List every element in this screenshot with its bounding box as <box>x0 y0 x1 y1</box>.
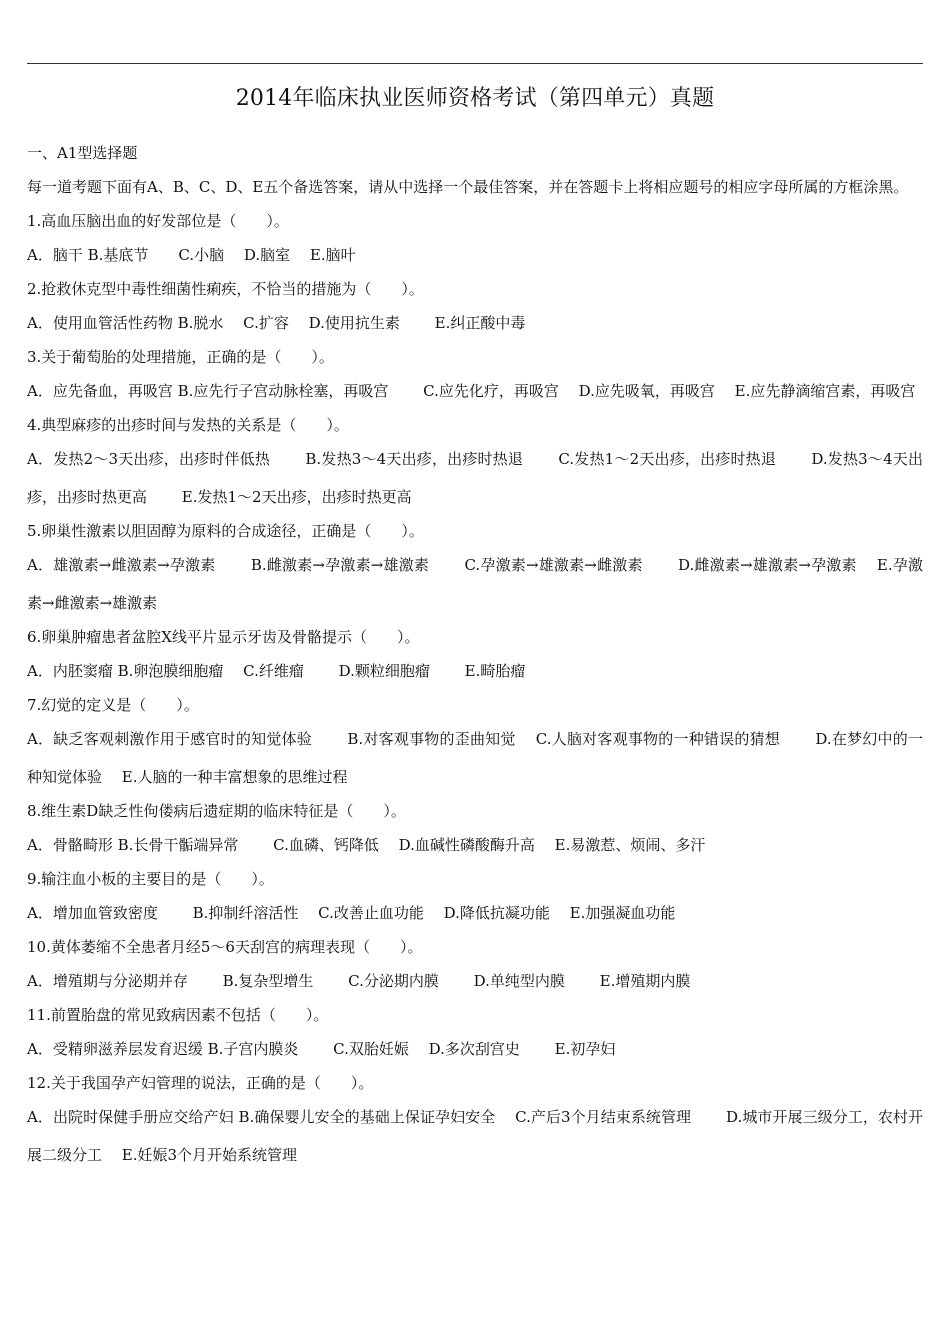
question-stem: 12.关于我国孕产妇管理的说法，正确的是（ ）。 <box>27 1074 374 1092</box>
question-options: A．受精卵滋养层发育迟缓 B.子宫内膜炎 C.双胎妊娠 D.多次刮宫史 E.初孕妇 <box>27 1040 616 1058</box>
question-options: A．脑干 B.基底节 C.小脑 D.脑室 E.脑叶 <box>27 246 356 264</box>
question-7 <box>27 688 923 796</box>
question-stem: 3.关于葡萄胎的处理措施，正确的是（ ）。 <box>27 348 334 366</box>
question-options: A．增加血管致密度 B.抑制纤溶活性 C.改善止血功能 D.降低抗凝功能 E.加强凝血功能 <box>27 904 676 922</box>
question-stem: 2.抢救休克型中毒性细菌性痢疾，不恰当的措施为（ ）。 <box>27 280 424 298</box>
exam-content <box>27 136 923 1172</box>
question-options: A．增殖期与分泌期并存 B.复杂型增生 C.分泌期内膜 D.单纯型内膜 E.增殖期内膜 <box>27 972 691 990</box>
question-stem: 11.前置胎盘的常见致病因素不包括（ ）。 <box>27 1006 329 1024</box>
question-stem: 8.维生素D缺乏性佝偻病后遗症期的临床特征是（ ）。 <box>27 802 406 820</box>
header-rule <box>27 63 923 64</box>
question-8 <box>27 794 923 862</box>
question-options: A．应先备血，再吸宫 B.应先行子宫动脉栓塞，再吸宫 C.应先化疗，再吸宫 D.应先吸氧，再吸宫 E.应先静滴缩宫素，再吸宫 <box>27 382 916 400</box>
question-stem: 9.输注血小板的主要目的是（ ）。 <box>27 870 274 888</box>
instructions-text: 每一道考题下面有A、B、C、D、E五个备选答案，请从中选择一个最佳答案，并在答题卡上将相应题号的相应字母所属的方框涂黑。 <box>27 178 909 196</box>
question-options: A．使用血管活性药物 B.脱水 C.扩容 D.使用抗生素 E.纠正酸中毒 <box>27 314 526 332</box>
question-stem: 10.黄体萎缩不全患者月经5～6天刮宫的病理表现（ ）。 <box>27 938 423 956</box>
question-stem: 5.卵巢性激素以胆固醇为原料的合成途径，正确是（ ）。 <box>27 522 424 540</box>
question-options: A．内胚窦瘤 B.卵泡膜细胞瘤 C.纤维瘤 D.颗粒细胞瘤 E.畸胎瘤 <box>27 662 526 680</box>
question-options: A．发热2～3天出疹，出疹时伴低热 B.发热3～4天出疹，出疹时热退 C.发热1～2天出疹，出疹时热退 D.发热3～4天出疹，出疹时热更高 E.发热1～2天出疹，出疹时热更高 <box>27 450 923 506</box>
question-11 <box>27 998 923 1066</box>
question-1 <box>27 204 923 272</box>
question-9 <box>27 862 923 930</box>
question-stem: 6.卵巢肿瘤患者盆腔X线平片显示牙齿及骨骼提示（ ）。 <box>27 628 420 646</box>
question-6 <box>27 620 923 688</box>
question-10 <box>27 930 923 998</box>
question-options: A．出院时保健手册应交给产妇 B.确保婴儿安全的基础上保证孕妇安全 C.产后3个月结束系统管理 D.城市开展三级分工，农村开展二级分工 E.妊娠3个月开始系统管理 <box>27 1108 923 1164</box>
question-options: A．骨骼畸形 B.长骨干骺端异常 C.血磷、钙降低 D.血碱性磷酸酶升高 E.易激惹、烦闹、多汗 <box>27 836 706 854</box>
question-5 <box>27 514 923 622</box>
page-title: 2014年临床执业医师资格考试（第四单元）真题 <box>235 86 715 111</box>
section-heading: 一、A1型选择题 <box>27 144 138 162</box>
question-3 <box>27 340 923 410</box>
question-2 <box>27 272 923 340</box>
question-4 <box>27 408 923 516</box>
question-12 <box>27 1066 923 1174</box>
question-options: A．雄激素→雌激素→孕激素 B.雌激素→孕激素→雄激素 C.孕激素→雄激素→雌激素 D.雌激素→雄激素→孕激素 E.孕激素→雌激素→雄激素 <box>27 556 923 612</box>
question-stem: 7.幻觉的定义是（ ）。 <box>27 696 199 714</box>
question-options: A．缺乏客观刺激作用于感官时的知觉体验 B.对客观事物的歪曲知觉 C.人脑对客观事物的一种错误的猜想 D.在梦幻中的一种知觉体验 E.人脑的一种丰富想象的思维过程 <box>27 730 923 786</box>
question-stem: 1.高血压脑出血的好发部位是（ ）。 <box>27 212 289 230</box>
question-stem: 4.典型麻疹的出疹时间与发热的关系是（ ）。 <box>27 416 349 434</box>
